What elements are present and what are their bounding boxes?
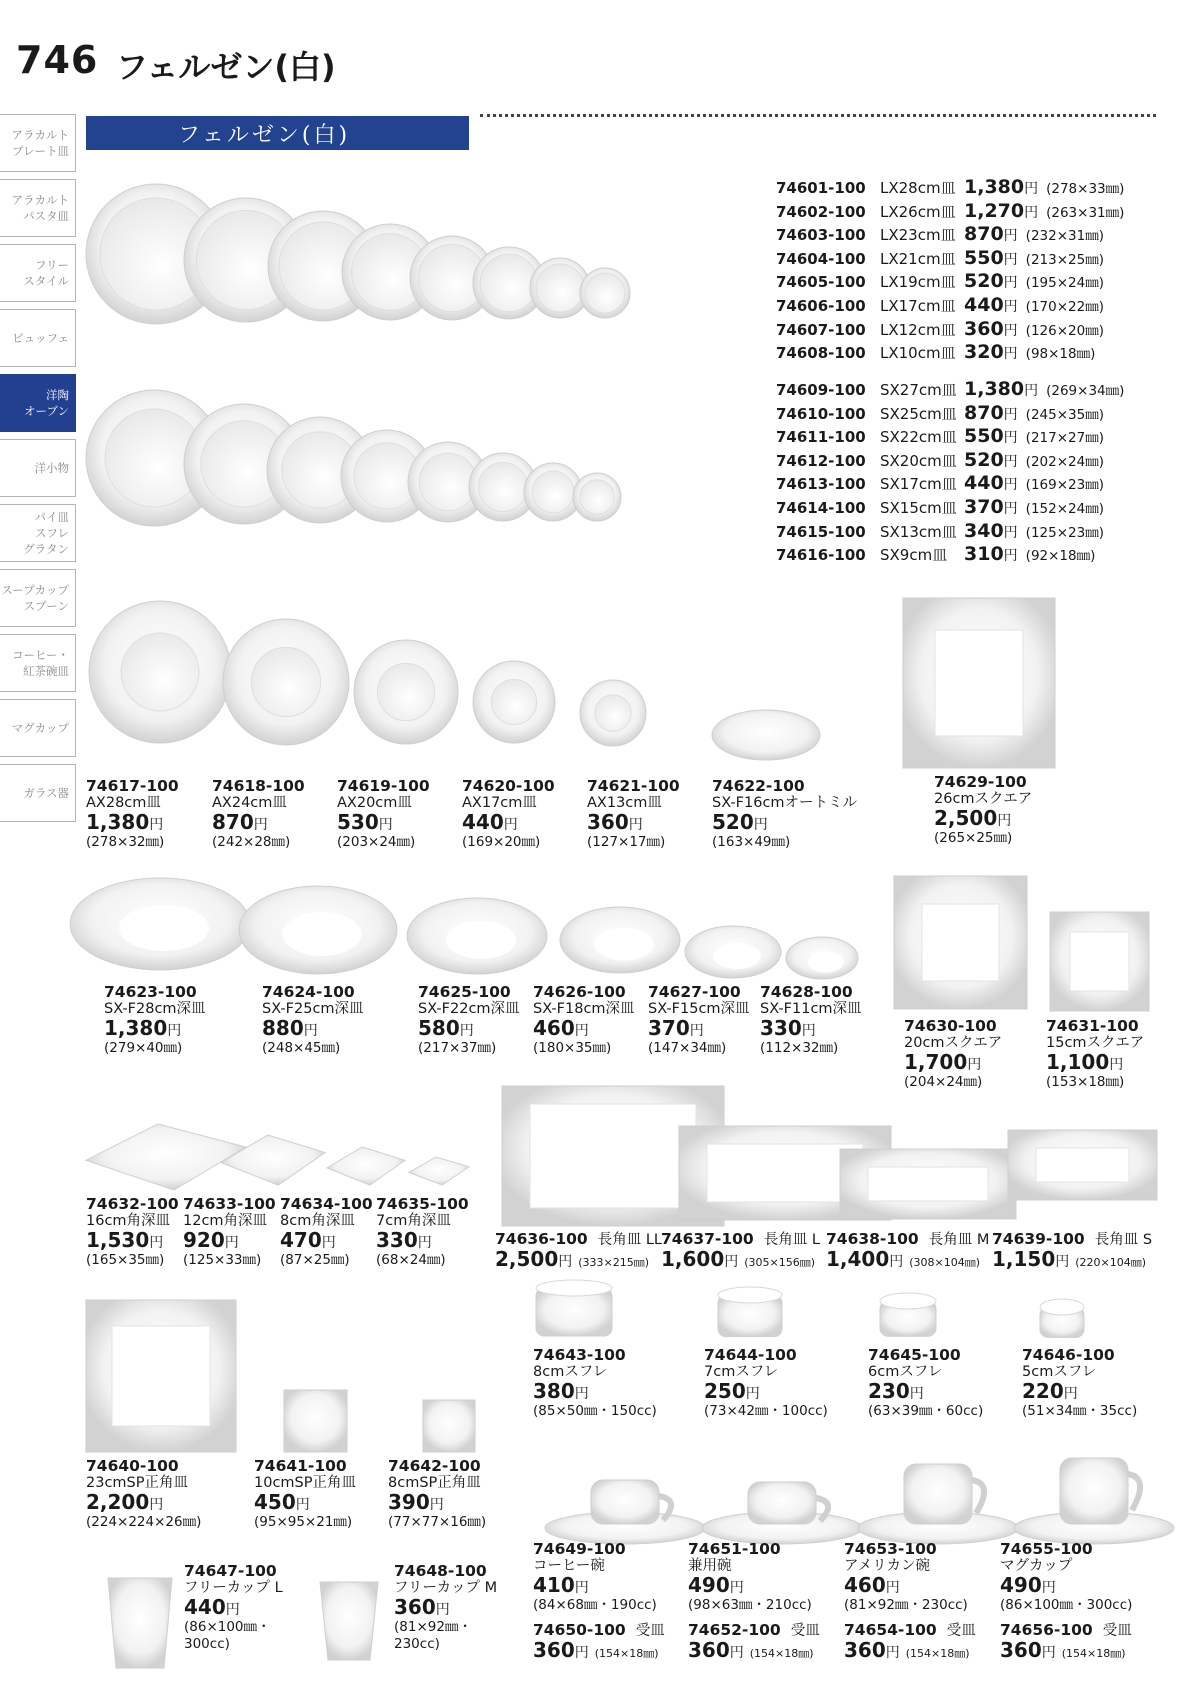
deep-plate-well — [119, 905, 209, 951]
product-name: LX12cm皿 — [880, 320, 956, 339]
plate-well — [419, 453, 477, 511]
sidebar-tab-label: オーブン — [24, 404, 69, 418]
square-plate-well — [935, 630, 1023, 736]
rectangle-plate-well — [868, 1167, 988, 1201]
plate-well — [251, 647, 320, 716]
product-code: 74601-100 — [776, 179, 866, 197]
plate-well — [585, 273, 625, 313]
product-code: 74611-100 — [776, 428, 866, 447]
product-price: 310 — [964, 543, 1004, 566]
cup-image — [904, 1464, 972, 1524]
product-row — [776, 295, 1124, 319]
item-74639: 74639-100 長角皿 S 1,150円 (220×104㎜) — [992, 1230, 1153, 1271]
deep-plate-well — [283, 912, 362, 956]
product-yen: 円 — [1003, 322, 1018, 339]
sidebar-tab-label: アラカルト — [11, 128, 69, 142]
product-price: 1,270 — [964, 199, 1025, 222]
item-74628: 74628-100 SX-F11cm深皿 330円 (112×32㎜) — [760, 983, 862, 1056]
cup-image — [591, 1480, 659, 1524]
product-size: (232×31㎜) — [1025, 228, 1104, 245]
item-74631: 74631-100 15cmスクエア 1,100円 (153×18㎜) — [1046, 1017, 1145, 1090]
free-cup-image — [108, 1578, 172, 1668]
bowl-image — [712, 710, 820, 760]
product-yen: 円 — [1003, 251, 1018, 268]
product-code: 74608-100 — [776, 344, 866, 363]
item-74632: 74632-100 16cm角深皿 1,530円 (165×35㎜) — [86, 1195, 179, 1268]
sidebar-tab-label: スフレ — [34, 526, 69, 540]
item-74648: 74648-100 フリーカップ M 360円 (81×92㎜・ 230cc) — [394, 1562, 498, 1652]
product-yen: 円 — [1003, 500, 1018, 517]
product-yen: 円 — [1003, 228, 1018, 245]
item-74630: 74630-100 20cmスクエア 1,700円 (204×24㎜) — [904, 1017, 1003, 1090]
item-74637: 74637-100 長角皿 L 1,600円 (305×156㎜) — [661, 1230, 820, 1271]
product-size: (92×18㎜) — [1025, 548, 1096, 565]
item-74625: 74625-100 SX-F22cm深皿 580円 (217×37㎜) — [418, 983, 520, 1056]
item-74653: 74653-100 アメリカン碗 460円 (81×92㎜・230cc) — [844, 1540, 968, 1613]
product-yen: 円 — [1003, 275, 1018, 292]
sp-square-plate-image — [284, 1390, 347, 1452]
cup-handle — [972, 1480, 984, 1513]
product-price: 520 — [964, 448, 1004, 471]
product-name: SX17cm皿 — [880, 475, 957, 494]
item-74645: 74645-100 6cmスフレ 230円 (63×39㎜・60cc) — [868, 1346, 984, 1419]
square-plate-well — [1070, 932, 1129, 991]
lx-series-table — [776, 177, 1124, 366]
product-size: (125×23㎜) — [1025, 524, 1104, 541]
plate-well — [121, 633, 199, 711]
item-74646: 74646-100 5cmスフレ 220円 (51×34㎜・35cc) — [1022, 1346, 1138, 1419]
product-size: (170×22㎜) — [1025, 298, 1104, 315]
product-row — [776, 342, 1124, 366]
sidebar-tab-label: スプーン — [23, 599, 69, 613]
sidebar-tab-label: パイ皿 — [34, 510, 69, 524]
product-price: 440 — [964, 293, 1004, 316]
item-74642: 74642-100 8cmSP正角皿 390円 (77×77×16㎜) — [388, 1457, 487, 1530]
deep-plate-well — [713, 943, 761, 969]
item-74656: 74656-100 受皿 360円 (154×18㎜) — [1000, 1621, 1132, 1662]
product-code: 74609-100 — [776, 381, 866, 399]
deep-plate-well — [594, 928, 654, 961]
plate-well — [580, 480, 615, 515]
product-yen: 円 — [1024, 204, 1039, 221]
section-banner: フェルゼン(白) — [86, 116, 469, 150]
plate-well — [480, 254, 538, 312]
item-74623: 74623-100 SX-F28cm深皿 1,380円 (279×40㎜) — [104, 983, 206, 1056]
product-size: (98×18㎜) — [1025, 346, 1096, 363]
page-title: フェルゼン(白) — [116, 48, 336, 86]
product-code: 74612-100 — [776, 451, 866, 470]
item-74649: 74649-100 コーヒー碗 410円 (84×68㎜・190cc) — [533, 1540, 657, 1613]
product-code: 74605-100 — [776, 273, 866, 292]
item-74650: 74650-100 受皿 360円 (154×18㎜) — [533, 1621, 665, 1662]
sidebar-tab-label: コーヒー・ — [11, 648, 69, 662]
product-code: 74610-100 — [776, 404, 866, 423]
sidebar-tab-label: マグカップ — [11, 721, 69, 735]
product-size: (152×24㎜) — [1025, 500, 1104, 517]
product-row — [776, 403, 1124, 427]
product-price: 1,380 — [964, 378, 1025, 400]
product-price: 870 — [964, 223, 1004, 246]
product-price: 340 — [964, 519, 1004, 542]
product-price: 360 — [964, 317, 1004, 340]
product-code: 74602-100 — [776, 202, 866, 221]
product-size: (269×34㎜) — [1046, 383, 1125, 399]
sidebar-tab-label: パスタ皿 — [23, 209, 69, 223]
product-price: 1,380 — [964, 176, 1025, 198]
item-74617: 74617-100 AX28cm皿 1,380円 (278×32㎜) — [86, 777, 179, 850]
sx-series-table — [776, 379, 1124, 568]
item-74651: 74651-100 兼用碗 490円 (98×63㎜・210cc) — [688, 1540, 812, 1613]
page-number: 746 — [16, 38, 99, 82]
product-name: LX28cm皿 — [880, 179, 956, 197]
product-yen: 円 — [1024, 383, 1039, 399]
product-size: (278×33㎜) — [1046, 181, 1125, 197]
product-size: (263×31㎜) — [1046, 204, 1125, 221]
item-74622: 74622-100 SX-F16cmオートミル 520円 (163×49㎜) — [712, 777, 858, 850]
product-yen: 円 — [1003, 406, 1018, 423]
product-size: (126×20㎜) — [1025, 322, 1104, 339]
cup-image — [748, 1482, 816, 1524]
product-yen: 円 — [1003, 524, 1018, 541]
product-size: (245×35㎜) — [1025, 406, 1104, 423]
item-74635: 74635-100 7cm角深皿 330円 (68×24㎜) — [376, 1195, 469, 1268]
product-price: 440 — [964, 472, 1004, 495]
product-row — [776, 473, 1124, 497]
product-name: LX26cm皿 — [880, 202, 956, 221]
souffle-cup-rim — [880, 1293, 936, 1309]
sidebar-tab-label: グラタン — [23, 542, 69, 556]
product-yen: 円 — [1024, 181, 1039, 197]
product-row — [776, 521, 1124, 545]
product-code: 74603-100 — [776, 226, 866, 245]
product-code: 74614-100 — [776, 498, 866, 517]
deep-plate-well — [808, 952, 844, 973]
sp-square-plate-well — [112, 1326, 210, 1426]
product-row — [776, 224, 1124, 248]
rectangle-plate-well — [1036, 1148, 1129, 1182]
product-price: 870 — [964, 401, 1004, 424]
product-size: (195×24㎜) — [1025, 275, 1104, 292]
product-price: 520 — [964, 270, 1004, 293]
sidebar-tab-label: スタイル — [23, 274, 69, 288]
product-yen: 円 — [1003, 346, 1018, 363]
product-yen: 円 — [1003, 477, 1018, 494]
square-deep-dish-image — [327, 1147, 405, 1185]
item-74618: 74618-100 AX24cm皿 870円 (242×28㎜) — [212, 777, 305, 850]
product-size: (202×24㎜) — [1025, 453, 1104, 470]
product-row — [776, 271, 1124, 295]
product-name: LX21cm皿 — [880, 249, 956, 268]
product-size: (217×27㎜) — [1025, 430, 1104, 447]
item-74643: 74643-100 8cmスフレ 380円 (85×50㎜・150cc) — [533, 1346, 657, 1419]
product-price: 320 — [964, 341, 1004, 364]
item-74629: 74629-100 26cmスクエア 2,500円 (265×25㎜) — [934, 773, 1033, 846]
product-yen: 円 — [1003, 298, 1018, 315]
product-row — [776, 497, 1124, 521]
cup-image — [1060, 1458, 1128, 1524]
sidebar-tab-label: 洋小物 — [34, 461, 69, 475]
product-code: 74615-100 — [776, 522, 866, 541]
product-code: 74616-100 — [776, 546, 866, 565]
item-74654: 74654-100 受皿 360円 (154×18㎜) — [844, 1621, 976, 1662]
item-74627: 74627-100 SX-F15cm深皿 370円 (147×34㎜) — [648, 983, 750, 1056]
souffle-cup-rim — [718, 1287, 782, 1303]
product-name: SX20cm皿 — [880, 451, 957, 470]
sidebar-tab-label: ガラス器 — [23, 786, 69, 800]
sidebar-tab-label: 洋陶 — [46, 388, 69, 402]
product-size: (213×25㎜) — [1025, 251, 1104, 268]
product-row — [776, 379, 1124, 403]
sidebar-tab-label: プレート皿 — [11, 144, 69, 158]
deep-plate-well — [446, 921, 516, 959]
item-74633: 74633-100 12cm角深皿 920円 (125×33㎜) — [183, 1195, 276, 1268]
product-row — [776, 450, 1124, 474]
rectangle-plate-well — [530, 1104, 696, 1208]
product-row — [776, 201, 1124, 225]
square-deep-dish-image — [221, 1135, 325, 1185]
item-74644: 74644-100 7cmスフレ 250円 (73×42㎜・100cc) — [704, 1346, 828, 1419]
item-74652: 74652-100 受皿 360円 (154×18㎜) — [688, 1621, 820, 1662]
product-code: 74607-100 — [776, 320, 866, 339]
item-74647: 74647-100 フリーカップ L 440円 (86×100㎜・ 300cc) — [184, 1562, 283, 1652]
item-74621: 74621-100 AX13cm皿 360円 (127×17㎜) — [587, 777, 680, 850]
product-name: SX13cm皿 — [880, 522, 957, 541]
item-74636: 74636-100 長角皿 LL 2,500円 (333×215㎜) — [495, 1230, 662, 1271]
product-row — [776, 319, 1124, 343]
plate-well — [491, 679, 536, 724]
item-74624: 74624-100 SX-F25cm深皿 880円 (248×45㎜) — [262, 983, 364, 1056]
sp-square-plate-image — [423, 1400, 475, 1452]
product-price: 550 — [964, 425, 1004, 448]
product-code: 74606-100 — [776, 296, 866, 315]
product-yen: 円 — [1003, 453, 1018, 470]
sidebar-tab-label: フリー — [34, 258, 69, 272]
square-deep-dish-image — [409, 1157, 469, 1185]
product-name: SX22cm皿 — [880, 428, 957, 447]
plate-well — [536, 264, 584, 312]
product-yen: 円 — [1003, 430, 1018, 447]
plate-well — [377, 663, 434, 720]
item-74655: 74655-100 マグカップ 490円 (86×100㎜・300cc) — [1000, 1540, 1133, 1613]
cup-handle — [1128, 1474, 1140, 1510]
item-74626: 74626-100 SX-F18cm深皿 460円 (180×35㎜) — [533, 983, 635, 1056]
item-74640: 74640-100 23cmSP正角皿 2,200円 (224×224×26㎜) — [86, 1457, 202, 1530]
product-name: LX17cm皿 — [880, 296, 956, 315]
product-yen: 円 — [1003, 548, 1018, 565]
item-74634: 74634-100 8cm角深皿 470円 (87×25㎜) — [280, 1195, 373, 1268]
product-price: 550 — [964, 246, 1004, 269]
square-deep-dish-image — [86, 1124, 246, 1190]
free-cup-image — [320, 1582, 378, 1660]
product-name: SX27cm皿 — [880, 381, 957, 399]
product-size: (169×23㎜) — [1025, 477, 1104, 494]
plate-well — [532, 471, 574, 513]
product-row — [776, 248, 1124, 272]
sidebar-tab-label: ビュッフェ — [12, 331, 69, 345]
souffle-cup-rim — [1040, 1299, 1084, 1315]
product-code: 74604-100 — [776, 249, 866, 268]
item-74641: 74641-100 10cmSP正角皿 450円 (95×95×21㎜) — [254, 1457, 356, 1530]
product-code: 74613-100 — [776, 475, 866, 494]
sidebar-tab-label: アラカルト — [11, 193, 69, 207]
plate-well — [595, 695, 631, 731]
product-row — [776, 544, 1124, 568]
sidebar-tab-label: 紅茶碗皿 — [23, 664, 69, 678]
plate-well — [479, 463, 528, 512]
item-74619: 74619-100 AX20cm皿 530円 (203×24㎜) — [337, 777, 430, 850]
product-name: SX15cm皿 — [880, 498, 957, 517]
product-name: LX23cm皿 — [880, 226, 956, 245]
product-row — [776, 426, 1124, 450]
product-name: LX10cm皿 — [880, 344, 956, 363]
product-price: 370 — [964, 495, 1004, 518]
product-name: SX9cm皿 — [880, 546, 948, 565]
item-74620: 74620-100 AX17cm皿 440円 (169×20㎜) — [462, 777, 555, 850]
product-row — [776, 177, 1124, 201]
sidebar-tab-label: スープカップ — [1, 583, 69, 597]
item-74638: 74638-100 長角皿 M 1,400円 (308×104㎜) — [826, 1230, 990, 1271]
product-name: SX25cm皿 — [880, 404, 957, 423]
square-plate-well — [922, 904, 999, 981]
product-name: LX19cm皿 — [880, 273, 956, 292]
souffle-cup-rim — [536, 1280, 612, 1296]
